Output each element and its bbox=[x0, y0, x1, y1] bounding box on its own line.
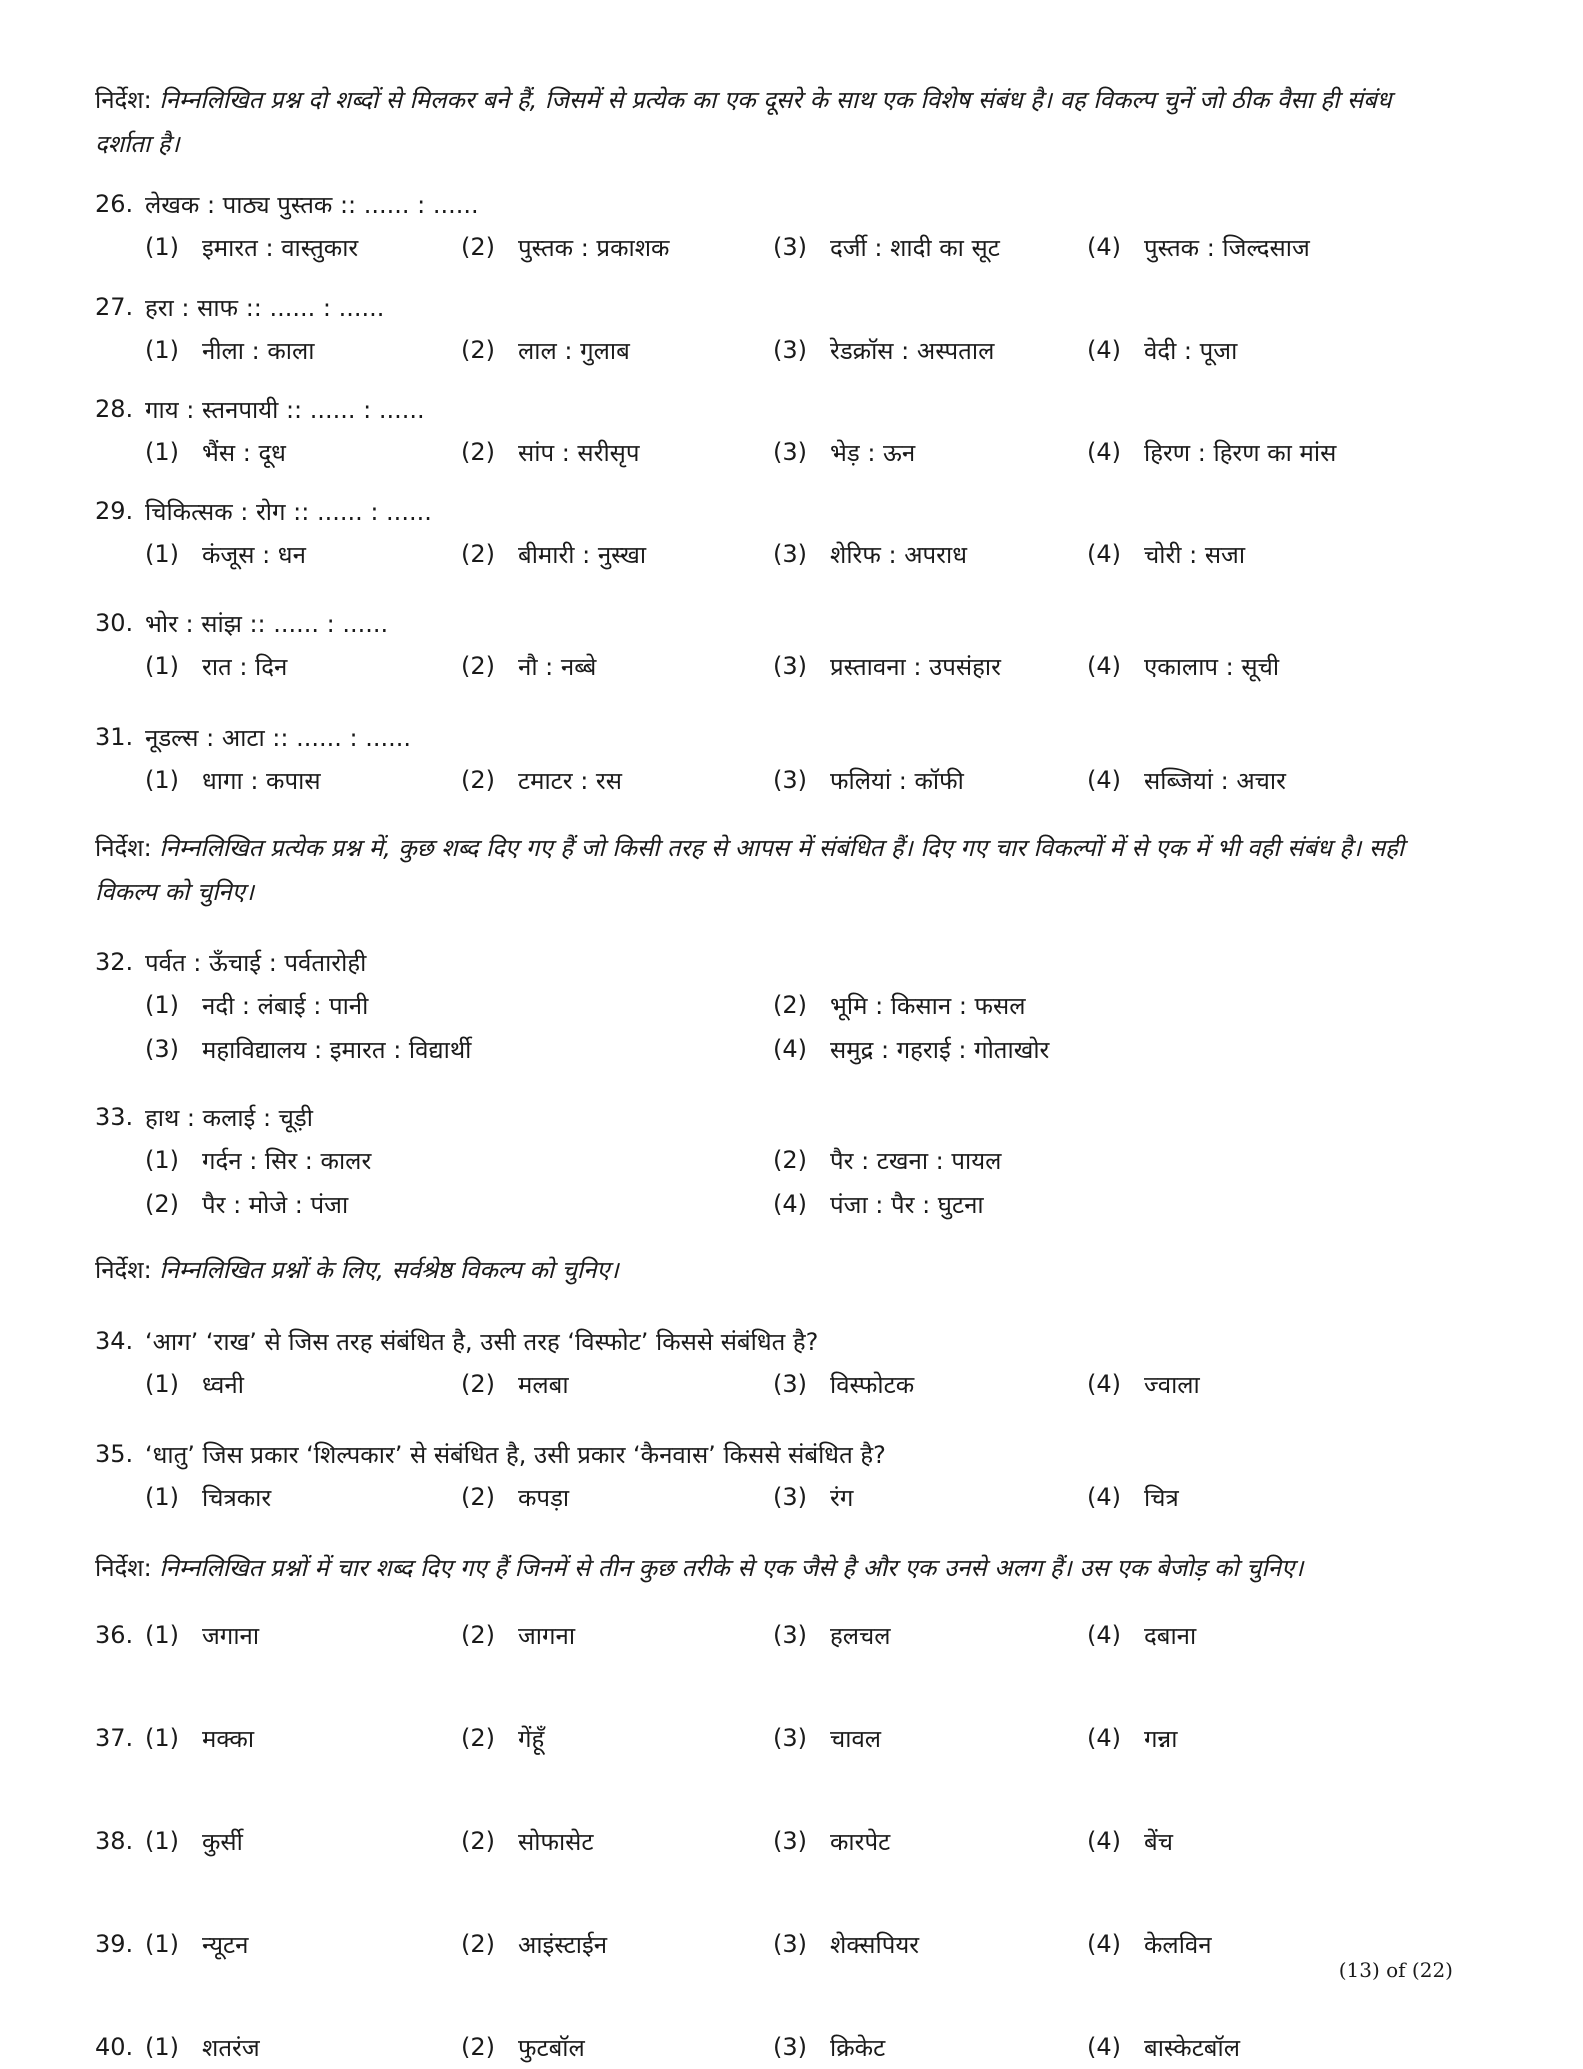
option-number: (4) bbox=[1087, 1930, 1121, 1958]
option-number: (3) bbox=[773, 652, 807, 680]
option-text: हिरण : हिरण का मांस bbox=[1144, 438, 1337, 467]
option-3[interactable] bbox=[773, 644, 1001, 688]
question-number: 32. bbox=[95, 948, 134, 976]
option-text: शेक्सपियर bbox=[830, 1930, 920, 1959]
option-number: (3) bbox=[773, 1724, 807, 1752]
direction-label: निर्देश: bbox=[95, 1256, 152, 1284]
option-text: क्रिकेट bbox=[830, 2033, 886, 2062]
option-number: (1) bbox=[145, 766, 179, 794]
option-2[interactable] bbox=[461, 644, 596, 688]
option-3[interactable] bbox=[145, 1027, 471, 1071]
option-2[interactable] bbox=[461, 1475, 569, 1519]
option-text: भेड़ : ऊन bbox=[830, 438, 916, 467]
option-2[interactable] bbox=[461, 328, 630, 372]
option-number: (1) bbox=[145, 1827, 179, 1855]
question-number: 38. bbox=[95, 1827, 134, 1855]
question-number: 37. bbox=[95, 1724, 134, 1752]
question-stem: भोर : सांझ :: ...... : ...... bbox=[145, 609, 389, 638]
question-stem: हाथ : कलाई : चूड़ी bbox=[145, 1103, 313, 1132]
option-4[interactable] bbox=[1087, 1362, 1200, 1406]
option-4[interactable] bbox=[1087, 1613, 1196, 1657]
direction-text: निम्नलिखित प्रत्येक प्रश्न में, कुछ शब्द दिए गए हैं जो किसी तरह से आपस में संबंधित हैं। दिए गए चार विकल्पों में से एक में भी वही संबंध है। सही विकल्प को चुनिए। bbox=[95, 834, 1405, 906]
option-text: रंग bbox=[830, 1483, 854, 1512]
question-27 bbox=[95, 286, 1495, 372]
option-text: नीला : काला bbox=[202, 336, 315, 365]
option-text: वेदी : पूजा bbox=[1144, 336, 1238, 365]
option-4[interactable] bbox=[1087, 644, 1279, 688]
option-number: (2) bbox=[461, 1827, 495, 1855]
question-stem: गाय : स्तनपायी :: ...... : ...... bbox=[145, 395, 425, 424]
option-text: फुटबॉल bbox=[518, 2033, 585, 2062]
option-3[interactable] bbox=[773, 758, 964, 802]
question-number: 34. bbox=[95, 1327, 134, 1355]
option-4[interactable] bbox=[1087, 532, 1245, 576]
option-text: टमाटर : रस bbox=[518, 766, 622, 795]
option-number: (3) bbox=[773, 438, 807, 466]
option-text: बास्केटबॉल bbox=[1144, 2033, 1240, 2062]
option-text: चोरी : सजा bbox=[1144, 540, 1246, 569]
question-36 bbox=[95, 1613, 1495, 1657]
option-number: (2) bbox=[773, 991, 807, 1019]
option-text: मक्का bbox=[202, 1724, 255, 1753]
option-1[interactable] bbox=[145, 1716, 254, 1760]
option-number: (4) bbox=[1087, 1370, 1121, 1398]
option-3[interactable] bbox=[773, 1716, 881, 1760]
option-text: दर्जी : शादी का सूट bbox=[830, 233, 1000, 262]
option-number: (3) bbox=[773, 1930, 807, 1958]
option-text: सोफासेट bbox=[518, 1827, 594, 1856]
option-2[interactable] bbox=[461, 1362, 569, 1406]
question-32 bbox=[95, 941, 1495, 1071]
option-number: (1) bbox=[145, 233, 179, 261]
option-text: केलविन bbox=[1144, 1930, 1212, 1959]
option-text: सब्जियां : अचार bbox=[1144, 766, 1286, 795]
option-number: (1) bbox=[145, 1930, 179, 1958]
question-40 bbox=[95, 2025, 1495, 2069]
option-number: (1) bbox=[145, 1146, 179, 1174]
option-number: (2) bbox=[461, 1483, 495, 1511]
option-number: (4) bbox=[1087, 1724, 1121, 1752]
option-number: (1) bbox=[145, 991, 179, 1019]
option-text: रेडक्रॉस : अस्पताल bbox=[830, 336, 995, 365]
option-text: पैर : टखना : पायल bbox=[830, 1146, 1002, 1175]
option-text: बेंच bbox=[1144, 1827, 1173, 1856]
option-number: (3) bbox=[773, 1370, 807, 1398]
option-text: पैर : मोजे : पंजा bbox=[202, 1190, 349, 1219]
option-number: (2) bbox=[461, 1370, 495, 1398]
question-stem: पर्वत : ऊँचाई : पर्वतारोही bbox=[145, 948, 367, 977]
question-number: 31. bbox=[95, 723, 134, 751]
option-text: हलचल bbox=[830, 1621, 891, 1650]
question-stem: लेखक : पाठ्य पुस्तक :: ...... : ...... bbox=[145, 190, 479, 219]
option-4[interactable] bbox=[773, 1027, 1049, 1071]
option-text: भैंस : दूध bbox=[202, 438, 286, 467]
option-2[interactable] bbox=[773, 1138, 1001, 1182]
option-number: (2) bbox=[461, 2033, 495, 2061]
option-text: बीमारी : नुस्खा bbox=[518, 540, 647, 569]
option-number: (3) bbox=[145, 1035, 179, 1063]
option-3[interactable] bbox=[773, 430, 915, 474]
option-4[interactable] bbox=[1087, 1819, 1173, 1863]
option-text: नौ : नब्बे bbox=[518, 652, 597, 681]
option-2[interactable] bbox=[461, 758, 622, 802]
option-1[interactable] bbox=[145, 644, 287, 688]
question-29 bbox=[95, 490, 1495, 576]
option-number: (4) bbox=[773, 1035, 807, 1063]
option-3[interactable] bbox=[773, 1922, 919, 1966]
direction-text: निम्नलिखित प्रश्नों में चार शब्द दिए गए हैं जिनमें से तीन कुछ तरीके से एक जैसे है और एक उनसे अलग हैं। उस एक बेजोड़ को चुनिए। bbox=[159, 1554, 1304, 1582]
option-1[interactable] bbox=[145, 532, 306, 576]
question-number: 28. bbox=[95, 395, 134, 423]
option-2[interactable] bbox=[461, 1716, 544, 1760]
option-number: (3) bbox=[773, 1621, 807, 1649]
option-number: (2) bbox=[461, 652, 495, 680]
option-text: चित्र bbox=[1144, 1483, 1179, 1512]
direction-1 bbox=[95, 78, 1435, 166]
option-2[interactable] bbox=[461, 532, 646, 576]
option-text: सांप : सरीसृप bbox=[518, 438, 640, 467]
option-4[interactable] bbox=[1087, 328, 1237, 372]
option-number: (3) bbox=[773, 540, 807, 568]
option-1[interactable] bbox=[145, 2025, 260, 2069]
question-number: 39. bbox=[95, 1930, 134, 1958]
option-2[interactable] bbox=[461, 430, 640, 474]
option-4[interactable] bbox=[1087, 1475, 1179, 1519]
option-text: एकालाप : सूची bbox=[1144, 652, 1280, 681]
option-3[interactable] bbox=[773, 532, 967, 576]
question-37 bbox=[95, 1716, 1495, 1760]
question-number: 30. bbox=[95, 609, 134, 637]
option-text: विस्फोटक bbox=[830, 1370, 915, 1399]
question-35 bbox=[95, 1433, 1495, 1519]
option-1[interactable] bbox=[145, 1475, 271, 1519]
option-text: महाविद्यालय : इमारत : विद्यार्थी bbox=[202, 1035, 472, 1064]
option-number: (2) bbox=[461, 540, 495, 568]
option-number: (3) bbox=[773, 1827, 807, 1855]
option-1[interactable] bbox=[145, 1362, 244, 1406]
option-number: (4) bbox=[1087, 766, 1121, 794]
question-number: 35. bbox=[95, 1440, 134, 1468]
option-2[interactable] bbox=[461, 2025, 585, 2069]
question-number: 29. bbox=[95, 497, 134, 525]
option-1[interactable] bbox=[145, 1613, 259, 1657]
option-1[interactable] bbox=[145, 1138, 371, 1182]
question-number: 33. bbox=[95, 1103, 134, 1131]
option-text: दबाना bbox=[1144, 1621, 1197, 1650]
option-text: पंजा : पैर : घुटना bbox=[830, 1190, 984, 1219]
question-stem: ‘आग’ ‘राख’ से जिस तरह संबंधित है, उसी तरह ‘विस्फोट’ किससे संबंधित है? bbox=[145, 1327, 819, 1356]
option-4[interactable] bbox=[1087, 430, 1336, 474]
question-39 bbox=[95, 1922, 1495, 1966]
option-3[interactable] bbox=[145, 1182, 348, 1226]
question-number: 40. bbox=[95, 2033, 134, 2061]
option-4[interactable] bbox=[1087, 1716, 1177, 1760]
option-number: (4) bbox=[1087, 652, 1121, 680]
option-number: (4) bbox=[1087, 1621, 1121, 1649]
option-text: रात : दिन bbox=[202, 652, 288, 681]
page-number: (13) of (22) bbox=[1338, 1958, 1453, 1982]
question-stem: चिकित्सक : रोग :: ...... : ...... bbox=[145, 497, 432, 526]
option-number: (1) bbox=[145, 1370, 179, 1398]
option-number: (2) bbox=[461, 1621, 495, 1649]
question-stem: ‘धातु’ जिस प्रकार ‘शिल्पकार’ से संबंधित है, उसी प्रकार ‘कैनवास’ किससे संबंधित है? bbox=[145, 1440, 886, 1469]
option-number: (3) bbox=[773, 766, 807, 794]
option-number: (2) bbox=[461, 1724, 495, 1752]
option-number: (2) bbox=[461, 1930, 495, 1958]
direction-4 bbox=[95, 1546, 1435, 1590]
option-text: ध्वनी bbox=[202, 1370, 244, 1399]
question-stem: नूडल्स : आटा :: ...... : ...... bbox=[145, 723, 411, 752]
option-text: मलबा bbox=[518, 1370, 569, 1399]
question-number: 36. bbox=[95, 1621, 134, 1649]
option-text: चित्रकार bbox=[202, 1483, 272, 1512]
option-number: (2) bbox=[773, 1146, 807, 1174]
question-number: 26. bbox=[95, 190, 134, 218]
option-text: समुद्र : गहराई : गोताखोर bbox=[830, 1035, 1050, 1064]
option-3[interactable] bbox=[773, 328, 994, 372]
option-1[interactable] bbox=[145, 225, 358, 269]
option-text: आइंस्टाईन bbox=[518, 1930, 608, 1959]
option-text: भूमि : किसान : फसल bbox=[830, 991, 1026, 1020]
option-number: (4) bbox=[1087, 438, 1121, 466]
direction-text: निम्नलिखित प्रश्न दो शब्दों से मिलकर बने हैं, जिसमें से प्रत्येक का एक दूसरे के साथ एक विशेष संबंध है। वह विकल्प चुनें जो ठीक वैसा ही संबंध दर्शाता है। bbox=[95, 86, 1392, 158]
question-30 bbox=[95, 602, 1495, 688]
option-3[interactable] bbox=[773, 1613, 891, 1657]
option-text: पुस्तक : जिल्दसाज bbox=[1144, 233, 1310, 262]
direction-label: निर्देश: bbox=[95, 86, 152, 114]
option-text: फलियां : कॉफी bbox=[830, 766, 964, 795]
option-3[interactable] bbox=[773, 2025, 885, 2069]
question-38 bbox=[95, 1819, 1495, 1863]
option-text: शतरंज bbox=[202, 2033, 260, 2062]
option-4[interactable] bbox=[773, 1182, 984, 1226]
option-3[interactable] bbox=[773, 1475, 853, 1519]
option-number: (3) bbox=[773, 336, 807, 364]
option-number: (1) bbox=[145, 2033, 179, 2061]
direction-text: निम्नलिखित प्रश्नों के लिए, सर्वश्रेष्ठ विकल्प को चुनिए। bbox=[159, 1256, 619, 1284]
option-3[interactable] bbox=[773, 1362, 914, 1406]
question-28 bbox=[95, 388, 1495, 474]
option-4[interactable] bbox=[1087, 2025, 1240, 2069]
option-text: कपड़ा bbox=[518, 1483, 570, 1512]
option-number: (3) bbox=[773, 233, 807, 261]
option-number: (4) bbox=[1087, 1827, 1121, 1855]
option-1[interactable] bbox=[145, 430, 286, 474]
option-4[interactable] bbox=[1087, 758, 1286, 802]
option-number: (2) bbox=[145, 1190, 179, 1218]
option-2[interactable] bbox=[461, 225, 669, 269]
question-34 bbox=[95, 1320, 1495, 1406]
option-text: पुस्तक : प्रकाशक bbox=[518, 233, 670, 262]
option-4[interactable] bbox=[1087, 225, 1310, 269]
option-text: ज्वाला bbox=[1144, 1370, 1200, 1399]
option-1[interactable] bbox=[145, 983, 368, 1027]
direction-3 bbox=[95, 1248, 1435, 1292]
option-number: (1) bbox=[145, 1483, 179, 1511]
option-text: नदी : लंबाई : पानी bbox=[202, 991, 369, 1020]
option-3[interactable] bbox=[773, 225, 1000, 269]
option-number: (1) bbox=[145, 1724, 179, 1752]
option-text: गर्दन : सिर : कालर bbox=[202, 1146, 372, 1175]
direction-label: निर्देश: bbox=[95, 1554, 152, 1582]
option-number: (1) bbox=[145, 1621, 179, 1649]
option-number: (3) bbox=[773, 2033, 807, 2061]
option-number: (1) bbox=[145, 652, 179, 680]
option-number: (4) bbox=[1087, 233, 1121, 261]
option-text: गेंहूँ bbox=[518, 1724, 545, 1753]
option-number: (4) bbox=[1087, 1483, 1121, 1511]
option-1[interactable] bbox=[145, 1922, 248, 1966]
option-text: कुर्सी bbox=[202, 1827, 243, 1856]
option-4[interactable] bbox=[1087, 1922, 1212, 1966]
option-number: (1) bbox=[145, 540, 179, 568]
option-number: (3) bbox=[773, 1483, 807, 1511]
option-text: प्रस्तावना : उपसंहार bbox=[830, 652, 1001, 681]
option-2[interactable] bbox=[461, 1613, 575, 1657]
option-text: जगाना bbox=[202, 1621, 260, 1650]
option-2[interactable] bbox=[461, 1819, 593, 1863]
option-text: गन्ना bbox=[1144, 1724, 1178, 1753]
option-text: लाल : गुलाब bbox=[518, 336, 630, 365]
option-number: (4) bbox=[1087, 336, 1121, 364]
option-2[interactable] bbox=[461, 1922, 607, 1966]
question-33 bbox=[95, 1096, 1495, 1226]
option-number: (2) bbox=[461, 336, 495, 364]
question-number: 27. bbox=[95, 293, 134, 321]
option-number: (2) bbox=[461, 438, 495, 466]
option-1[interactable] bbox=[145, 758, 321, 802]
option-text: कारपेट bbox=[830, 1827, 891, 1856]
question-26 bbox=[95, 183, 1495, 269]
option-2[interactable] bbox=[773, 983, 1026, 1027]
question-stem: हरा : साफ :: ...... : ...... bbox=[145, 293, 385, 322]
option-1[interactable] bbox=[145, 328, 315, 372]
option-number: (4) bbox=[1087, 540, 1121, 568]
option-number: (4) bbox=[1087, 2033, 1121, 2061]
question-31 bbox=[95, 716, 1495, 802]
option-1[interactable] bbox=[145, 1819, 243, 1863]
option-text: चावल bbox=[830, 1724, 882, 1753]
option-number: (1) bbox=[145, 336, 179, 364]
option-text: धागा : कपास bbox=[202, 766, 321, 795]
option-number: (1) bbox=[145, 438, 179, 466]
option-text: इमारत : वास्तुकार bbox=[202, 233, 359, 262]
option-number: (2) bbox=[461, 766, 495, 794]
option-text: शेरिफ : अपराध bbox=[830, 540, 967, 569]
option-number: (2) bbox=[461, 233, 495, 261]
direction-2 bbox=[95, 826, 1435, 914]
option-text: कंजूस : धन bbox=[202, 540, 306, 569]
option-text: न्यूटन bbox=[202, 1930, 249, 1959]
direction-label: निर्देश: bbox=[95, 834, 152, 862]
option-number: (4) bbox=[773, 1190, 807, 1218]
option-text: जागना bbox=[518, 1621, 576, 1650]
option-3[interactable] bbox=[773, 1819, 890, 1863]
